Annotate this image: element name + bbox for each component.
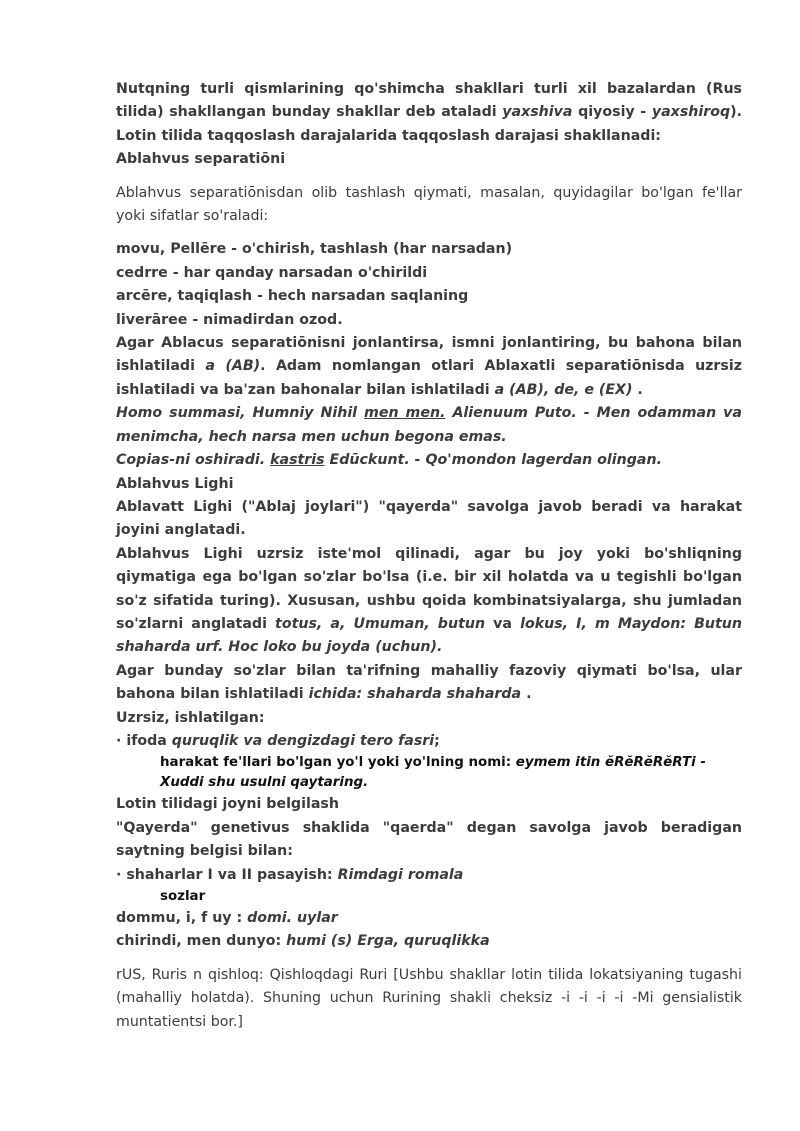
italic-term: totus, a, Umuman, butun <box>275 615 486 632</box>
italic-term: ichida: shaharda shaharda <box>308 686 522 703</box>
italic-term: Edūckunt. - Qo'mondon lagerdan olingan. <box>324 452 662 469</box>
underlined-term: men men. <box>364 405 446 422</box>
text-run: · ifoda <box>116 732 172 749</box>
italic-term: yaxshiroq <box>651 104 731 121</box>
italic-term: yaxshiva <box>502 104 573 121</box>
verb-list-item: arcēre, taqiqlash - hech narsadan saqlaning <box>116 288 469 305</box>
heading-ablativus-loci: Ablahvus Lighi <box>116 475 234 492</box>
text-run: harakat fe'llari bo'lgan yo'l yoki yo'lning nomi: <box>160 755 516 771</box>
italic-term: Copias-ni oshiradi. <box>116 452 271 469</box>
loci-rule-paragraph <box>116 543 742 660</box>
italic-term: eymem itin ĕRĕRĕRĕRTi - Xuddi shu usulni qaytaring. <box>160 755 706 791</box>
text-run: chirindi, men dunyo: <box>116 933 287 950</box>
text-run: Nutqning turli qismlarining qo'shimcha shakllari turli xil bazalardan (Rus tilida) shakllangan bunday shakllar deb ataladi <box>116 81 742 121</box>
text-run: · shaharlar I va II pasayish: <box>116 866 338 883</box>
loci-preposition-paragraph <box>116 660 742 707</box>
document-page <box>116 78 742 1034</box>
text-run: Agar bunday so'zlar bilan ta'rifning mahalliy fazoviy qiymati bo'lsa, ular bahona bilan ishlatiladi <box>116 662 742 703</box>
text-run: ; <box>434 732 440 749</box>
text-run: va <box>485 615 521 632</box>
italic-term: humi (s) Erga, quruqlikka <box>286 933 490 950</box>
word-entry <box>116 930 742 953</box>
text-run: dommu, i, f uy : <box>116 910 248 926</box>
unprepositional-usage-label: Uzrsiz, ishlatilgan: <box>116 709 265 726</box>
text-run: Agar Ablacus separatiōnisni jonlantirsa, ismni jonlantiring, bu bahona bilan ishlatiladi <box>116 335 742 375</box>
separationis-description: Ablahvus separatiōnisdan olib tashlash qiymati, masalan, quyidagilar bo'lgan fe'llar yoki sifatlar so'raladi: <box>116 184 742 225</box>
heading-ablativus-separationis: Ablahvus separatiōni <box>116 151 286 168</box>
verb-list-item: cedrre - har qanday narsadan o'chirildi <box>116 264 428 281</box>
italic-term: domi. uylar <box>247 910 338 926</box>
bullet-item <box>116 730 742 753</box>
closing-paragraph: rUS, Ruris n qishloq: Qishloqdagi Ruri [Ushbu shakllar lotin tilida lokatsiyaning tugashi (mahalliy holatda). Shuning uchun Rurining shakli cheksiz -i -i -i -i -Mi gensialistik muntatientsi bor.] <box>116 966 742 1030</box>
genetivus-paragraph: "Qayerda" genetivus shaklida "qaerda" degan savolga javob beradigan saytning belgisi bilan: <box>116 819 742 860</box>
verb-list-item: movu, Pellēre - o'chirish, tashlash (har narsadan) <box>116 241 513 258</box>
text-run: Ablahvus Lighi uzrsiz iste'mol qilinadi, agar bu joy yoki bo'shliqning qiymatiga ega bo'lgan so'zlar bo'lsa (i.e. bir xil holatda va u tegishli bo'lgan so'z sifatida turing). Xususan, ushbu qoida kombinatsiyalarga, shu jumladan so'zlarni anglatadi <box>116 545 742 632</box>
indented-note: sozlar <box>160 889 206 904</box>
text-run: . <box>521 686 532 703</box>
underlined-term: kastris <box>270 452 325 469</box>
text-run: . Adam nomlangan otlari Ablaxatli separatiōnisda uzrsiz ishlatiladi va ba'zan bahonalar bilan ishlatiladi <box>116 358 742 398</box>
italic-term: Alienuum Puto. - Men odamman va menimcha, hech narsa men uchun begona emas. <box>116 405 743 445</box>
indented-note <box>116 753 742 793</box>
heading-locative: Lotin tilidagi joyni belgilash <box>116 796 339 813</box>
loci-definition: Ablavatt Lighi ("Ablaj joylari") "qayerda" savolga javob beradi va harakat joyini anglatadi. <box>116 498 742 539</box>
word-entry <box>116 907 742 930</box>
text-run: . <box>632 381 643 398</box>
italic-term: Homo summasi, Humniy Nihil <box>116 405 365 422</box>
preposition-rule-paragraph <box>116 332 742 402</box>
example-copias <box>116 449 742 472</box>
text-run: qiyosiy - <box>572 104 652 121</box>
italic-term: a (AB), de, e (EX) <box>494 381 633 398</box>
example-homo-sum <box>116 402 742 449</box>
text-run: ). Lotin tilida taqqoslash darajalarida taqqoslash darajasi shakllanadi: <box>116 104 742 144</box>
bullet-item <box>116 864 742 887</box>
intro-paragraph <box>116 78 742 148</box>
italic-term: quruqlik va dengizdagi tero fasri <box>171 732 435 749</box>
verb-list-item: liverāree - nimadirdan ozod. <box>116 311 343 328</box>
italic-term: Rimdagi romala <box>337 866 464 883</box>
italic-term: lokus, I, m Maydon: Butun shaharda urf. Hoc loko bu joyda (uchun). <box>116 615 743 656</box>
italic-term: a (AB) <box>205 358 261 375</box>
